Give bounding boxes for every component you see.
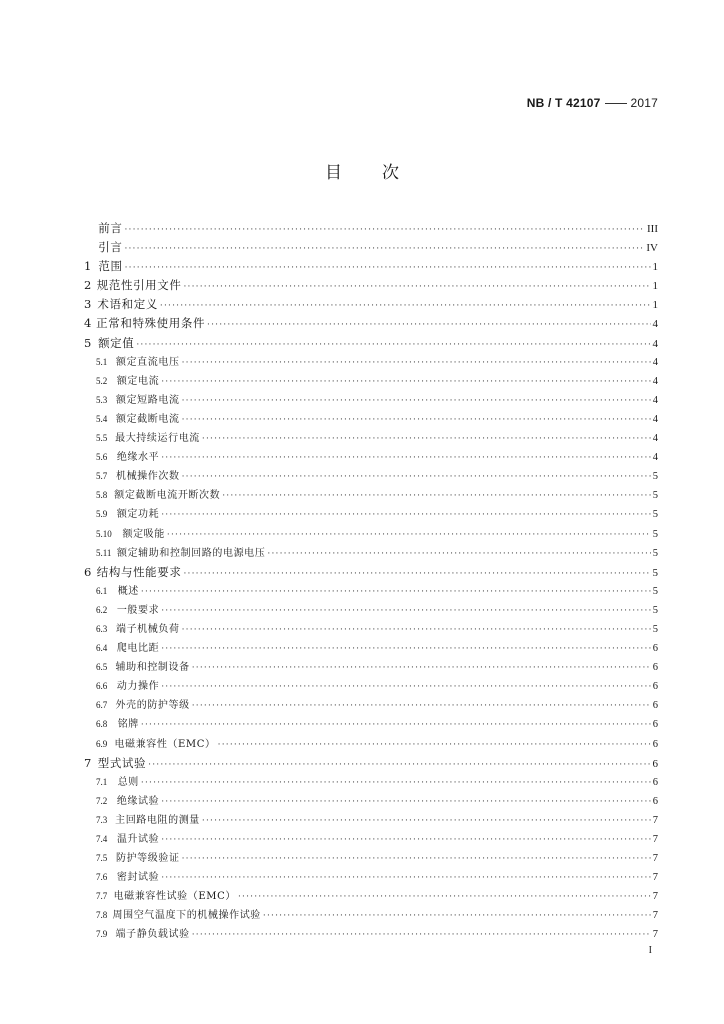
toc-entry-page: 4 (652, 318, 658, 331)
toc-entry-number: 7.4 (96, 834, 108, 844)
toc-entry-label: 端子静负载试验 (115, 929, 190, 941)
toc-entry-page: 7 (652, 929, 658, 941)
toc-entry-page: III (647, 223, 658, 235)
toc-entry[interactable] (84, 353, 658, 372)
toc-leader-dots (182, 621, 651, 640)
toc-leader-dots (182, 411, 651, 430)
toc-entry-page: 7 (652, 834, 658, 845)
toc-entry[interactable] (84, 486, 658, 505)
toc-entry-page: 6 (652, 662, 658, 674)
toc-leader-dots (161, 373, 651, 392)
toc-entry-page: 5 (652, 604, 658, 616)
toc-entry-number: 7.9 (96, 929, 108, 940)
toc-entry-label: 额定短路电流 (115, 394, 180, 406)
toc-entry-label: 一般要求 (116, 604, 160, 616)
toc-entry-page: 4 (652, 394, 658, 406)
toc-entry[interactable] (84, 620, 658, 639)
toc-entry-page: 4 (652, 356, 658, 368)
toc-entry-page: 5 (652, 547, 658, 559)
toc-leader-dots (161, 793, 651, 812)
toc-entry-label: 外壳的防护等级 (115, 700, 190, 712)
toc-entry[interactable] (84, 849, 658, 868)
toc-entry-number: 6.6 (96, 681, 108, 692)
toc-leader-dots (161, 640, 651, 659)
toc-entry-page: 5 (652, 566, 658, 579)
toc-entry-page: 6 (652, 776, 658, 788)
toc-entry-label: 额定辅助和控制回路的电源电压 (116, 547, 266, 559)
toc-entry-page: 7 (652, 814, 658, 826)
toc-leader-dots (141, 716, 651, 735)
toc-entry-page: 7 (652, 853, 658, 865)
toc-entry-number: 7.1 (96, 776, 108, 787)
toc-leader-dots (182, 354, 651, 373)
toc-leader-dots (161, 678, 651, 697)
toc-entry[interactable] (84, 830, 658, 849)
toc-entry[interactable] (84, 582, 658, 601)
toc-entry-label: 引言 (98, 240, 123, 255)
toc-entry-label: 范围 (98, 259, 123, 274)
toc-entry-number: 5.2 (96, 375, 108, 386)
toc-entry[interactable] (84, 505, 658, 524)
toc-entry[interactable] (84, 925, 658, 944)
toc-entry[interactable] (84, 639, 658, 658)
toc-entry-page: 5 (652, 528, 658, 540)
toc-entry[interactable] (84, 525, 658, 544)
toc-entry-label: 机械操作次数 (115, 471, 180, 483)
toc-entry-page: IV (646, 242, 658, 255)
toc-leader-dots (167, 526, 651, 545)
toc-entry-label: 铭牌 (117, 719, 139, 731)
toc-entry-page: 6 (652, 795, 658, 807)
toc-entry-page: 4 (652, 433, 658, 445)
toc-entry-number: 6.5 (96, 662, 108, 673)
toc-entry-label: 爬电比距 (116, 643, 160, 655)
toc-entry-page: 7 (652, 872, 658, 884)
toc-entry-page: 6 (652, 738, 658, 750)
toc-leader-dots (136, 336, 650, 355)
toc-leader-dots (161, 449, 651, 468)
standard-year: 2017 (630, 96, 658, 110)
toc-entry-page: 7 (652, 910, 658, 922)
toc-entry-number: 6.2 (96, 604, 108, 615)
toc-entry-number: 7.8 (96, 910, 108, 921)
toc-entry-page: 6 (652, 700, 658, 712)
toc-entry-number: 7.2 (96, 795, 108, 806)
toc-entry[interactable] (84, 906, 658, 925)
toc-leader-dots (218, 736, 651, 755)
toc-entry-label: 规范性引用文件 (96, 278, 182, 293)
toc-leader-dots (160, 297, 651, 316)
toc-entry[interactable] (84, 658, 658, 677)
toc-entry-page: 7 (652, 891, 658, 903)
toc-entry-label: 额定功耗 (116, 509, 160, 521)
toc-entry-page: 4 (652, 452, 658, 464)
toc-leader-dots (183, 278, 650, 297)
toc-leader-dots (182, 392, 651, 411)
toc-entry-page: 6 (652, 643, 658, 655)
toc-entry[interactable] (84, 868, 658, 887)
toc-entry[interactable] (84, 467, 658, 486)
toc-leader-dots (192, 697, 651, 716)
toc-leader-dots (161, 869, 651, 888)
toc-leader-dots (263, 907, 651, 926)
toc-entry-number: 5.4 (96, 413, 108, 424)
toc-entry-number: 5.1 (96, 356, 108, 367)
toc-leader-dots (238, 888, 651, 907)
toc-leader-dots (182, 468, 651, 487)
toc-leader-dots (182, 850, 651, 869)
toc-entry-label: 正常和特殊使用条件 (96, 316, 206, 331)
toc-entry-number: 6.9 (96, 738, 108, 749)
toc-entry-number: 5.9 (96, 509, 108, 520)
toc-entry-page: 1 (652, 280, 658, 293)
toc-entry[interactable] (84, 544, 658, 563)
toc-leader-dots (161, 506, 651, 525)
toc-entry[interactable] (84, 811, 658, 830)
header-dash (605, 103, 627, 104)
toc-leader-dots (125, 259, 651, 278)
toc-entry[interactable] (84, 238, 658, 257)
toc-entry[interactable] (84, 448, 658, 467)
toc-entry[interactable] (84, 314, 658, 333)
toc-entry-label: 绝缘水平 (116, 452, 160, 464)
toc-entry-page: 6 (652, 719, 658, 731)
toc-entry-page: 4 (652, 375, 658, 387)
toc-entry-number: 6.8 (96, 719, 108, 730)
standard-code (527, 96, 658, 110)
toc-entry-label: 端子机械负荷 (115, 623, 180, 635)
toc-entry-page: 5 (652, 585, 658, 597)
toc-entry-number: 6.1 (96, 585, 108, 596)
toc-entry[interactable] (84, 696, 658, 715)
toc-entry-number: 7.6 (96, 872, 108, 883)
toc-entry-number: 6.3 (96, 623, 108, 634)
toc-entry-label: 概述 (117, 585, 139, 597)
toc-entry-page: 1 (652, 261, 658, 274)
table-of-contents (84, 219, 658, 945)
toc-entry[interactable] (84, 773, 658, 792)
toc-entry-page: 6 (652, 757, 658, 770)
toc-entry[interactable] (84, 219, 658, 238)
toc-leader-dots (124, 221, 645, 240)
toc-leader-dots (161, 602, 651, 621)
standard-number: NB / T 42107 (526, 96, 601, 110)
toc-entry-label: 温升试验 (116, 834, 160, 845)
page-number: I (648, 945, 652, 956)
toc-leader-dots (141, 583, 651, 602)
toc-entry-label: 型式试验 (97, 755, 147, 770)
toc-entry[interactable] (84, 295, 658, 314)
toc-entry-page: 4 (652, 413, 658, 425)
toc-entry-label: 额定吸能 (122, 528, 165, 540)
toc-entry-page: 6 (652, 681, 658, 693)
toc-entry-page: 1 (652, 299, 658, 312)
toc-entry-page: 5 (652, 471, 658, 483)
toc-entry-number: 5.10 (96, 528, 112, 539)
toc-entry[interactable] (84, 677, 658, 696)
toc-leader-dots (183, 565, 650, 584)
toc-entry-label: 额定截断电流 (115, 413, 180, 425)
toc-entry-label: 最大持续运行电流 (115, 433, 200, 445)
toc-entry-label: 主回路电阻的测量 (115, 814, 200, 826)
toc-leader-dots (202, 430, 651, 449)
toc-entry[interactable] (84, 429, 658, 448)
toc-entry-number: 5.3 (96, 394, 108, 405)
toc-entry-label: 额定电流 (116, 375, 160, 387)
toc-entry-number: 2 (84, 278, 92, 293)
toc-entry[interactable] (84, 257, 658, 276)
toc-entry-number: 7 (84, 755, 92, 770)
toc-entry-label: 总则 (117, 776, 139, 788)
toc-entry[interactable] (84, 391, 658, 410)
toc-entry-label: 动力操作 (116, 681, 160, 693)
toc-entry-number: 5.6 (96, 452, 108, 463)
toc-leader-dots (148, 756, 650, 775)
toc-leader-dots (202, 812, 651, 831)
toc-entry[interactable] (84, 563, 658, 582)
toc-entry[interactable] (84, 792, 658, 811)
toc-entry-label: 密封试验 (116, 872, 160, 884)
toc-entry-label: 绝缘试验 (116, 795, 160, 807)
toc-entry-number: 4 (84, 316, 92, 331)
toc-entry-number: 5.8 (96, 490, 108, 501)
toc-entry[interactable] (84, 334, 658, 353)
toc-entry-number: 6 (84, 564, 92, 579)
toc-entry-label: 前言 (98, 221, 123, 235)
toc-entry-number: 7.5 (96, 853, 108, 864)
toc-entry-number: 5.11 (96, 547, 112, 558)
toc-entry[interactable] (84, 715, 658, 734)
toc-entry-label: 电磁兼容性（EMC） (114, 738, 216, 750)
toc-entry-label: 术语和定义 (97, 297, 158, 312)
toc-entry[interactable] (84, 601, 658, 620)
toc-entry[interactable] (84, 735, 658, 754)
toc-leader-dots (267, 545, 650, 564)
title-char-1: 目 (325, 163, 342, 183)
toc-entry-page: 5 (652, 623, 658, 635)
toc-entry-number: 5 (84, 335, 92, 350)
toc-leader-dots (192, 926, 651, 945)
toc-entry-label: 额定直流电压 (115, 356, 180, 368)
toc-entry-number: 1 (84, 259, 92, 274)
toc-entry-label: 周围空气温度下的机械操作试验 (112, 910, 261, 922)
toc-entry-number: 5.5 (96, 433, 108, 444)
toc-entry-page: 4 (652, 337, 658, 350)
toc-entry-number: 7.3 (96, 814, 108, 825)
toc-entry-page: 5 (652, 490, 658, 502)
toc-entry-label: 额定截断电流开断次数 (114, 490, 221, 502)
toc-entry-number: 6.4 (96, 643, 108, 654)
toc-entry[interactable] (84, 754, 658, 773)
title-char-2: 次 (382, 163, 399, 183)
toc-leader-dots (192, 659, 651, 678)
toc-entry[interactable] (84, 887, 658, 906)
toc-leader-dots (222, 487, 651, 506)
toc-entry-number: 3 (84, 297, 92, 312)
page-title (0, 158, 724, 183)
toc-entry-label: 额定值 (98, 335, 135, 350)
toc-entry[interactable] (84, 410, 658, 429)
toc-entry[interactable] (84, 372, 658, 391)
toc-leader-dots (161, 831, 651, 850)
toc-entry[interactable] (84, 276, 658, 295)
toc-entry-page: 5 (652, 509, 658, 521)
toc-entry-label: 电磁兼容性试验（EMC） (113, 891, 236, 903)
toc-entry-label: 辅助和控制设备 (115, 662, 190, 674)
toc-leader-dots (124, 240, 644, 259)
toc-entry-label: 防护等级验证 (115, 853, 180, 865)
toc-leader-dots (141, 774, 651, 793)
toc-entry-number: 6.7 (96, 700, 108, 711)
toc-entry-label: 结构与性能要求 (96, 564, 182, 579)
toc-leader-dots (207, 316, 650, 335)
toc-entry-number: 5.7 (96, 471, 108, 482)
toc-entry-number: 7.7 (96, 891, 108, 902)
